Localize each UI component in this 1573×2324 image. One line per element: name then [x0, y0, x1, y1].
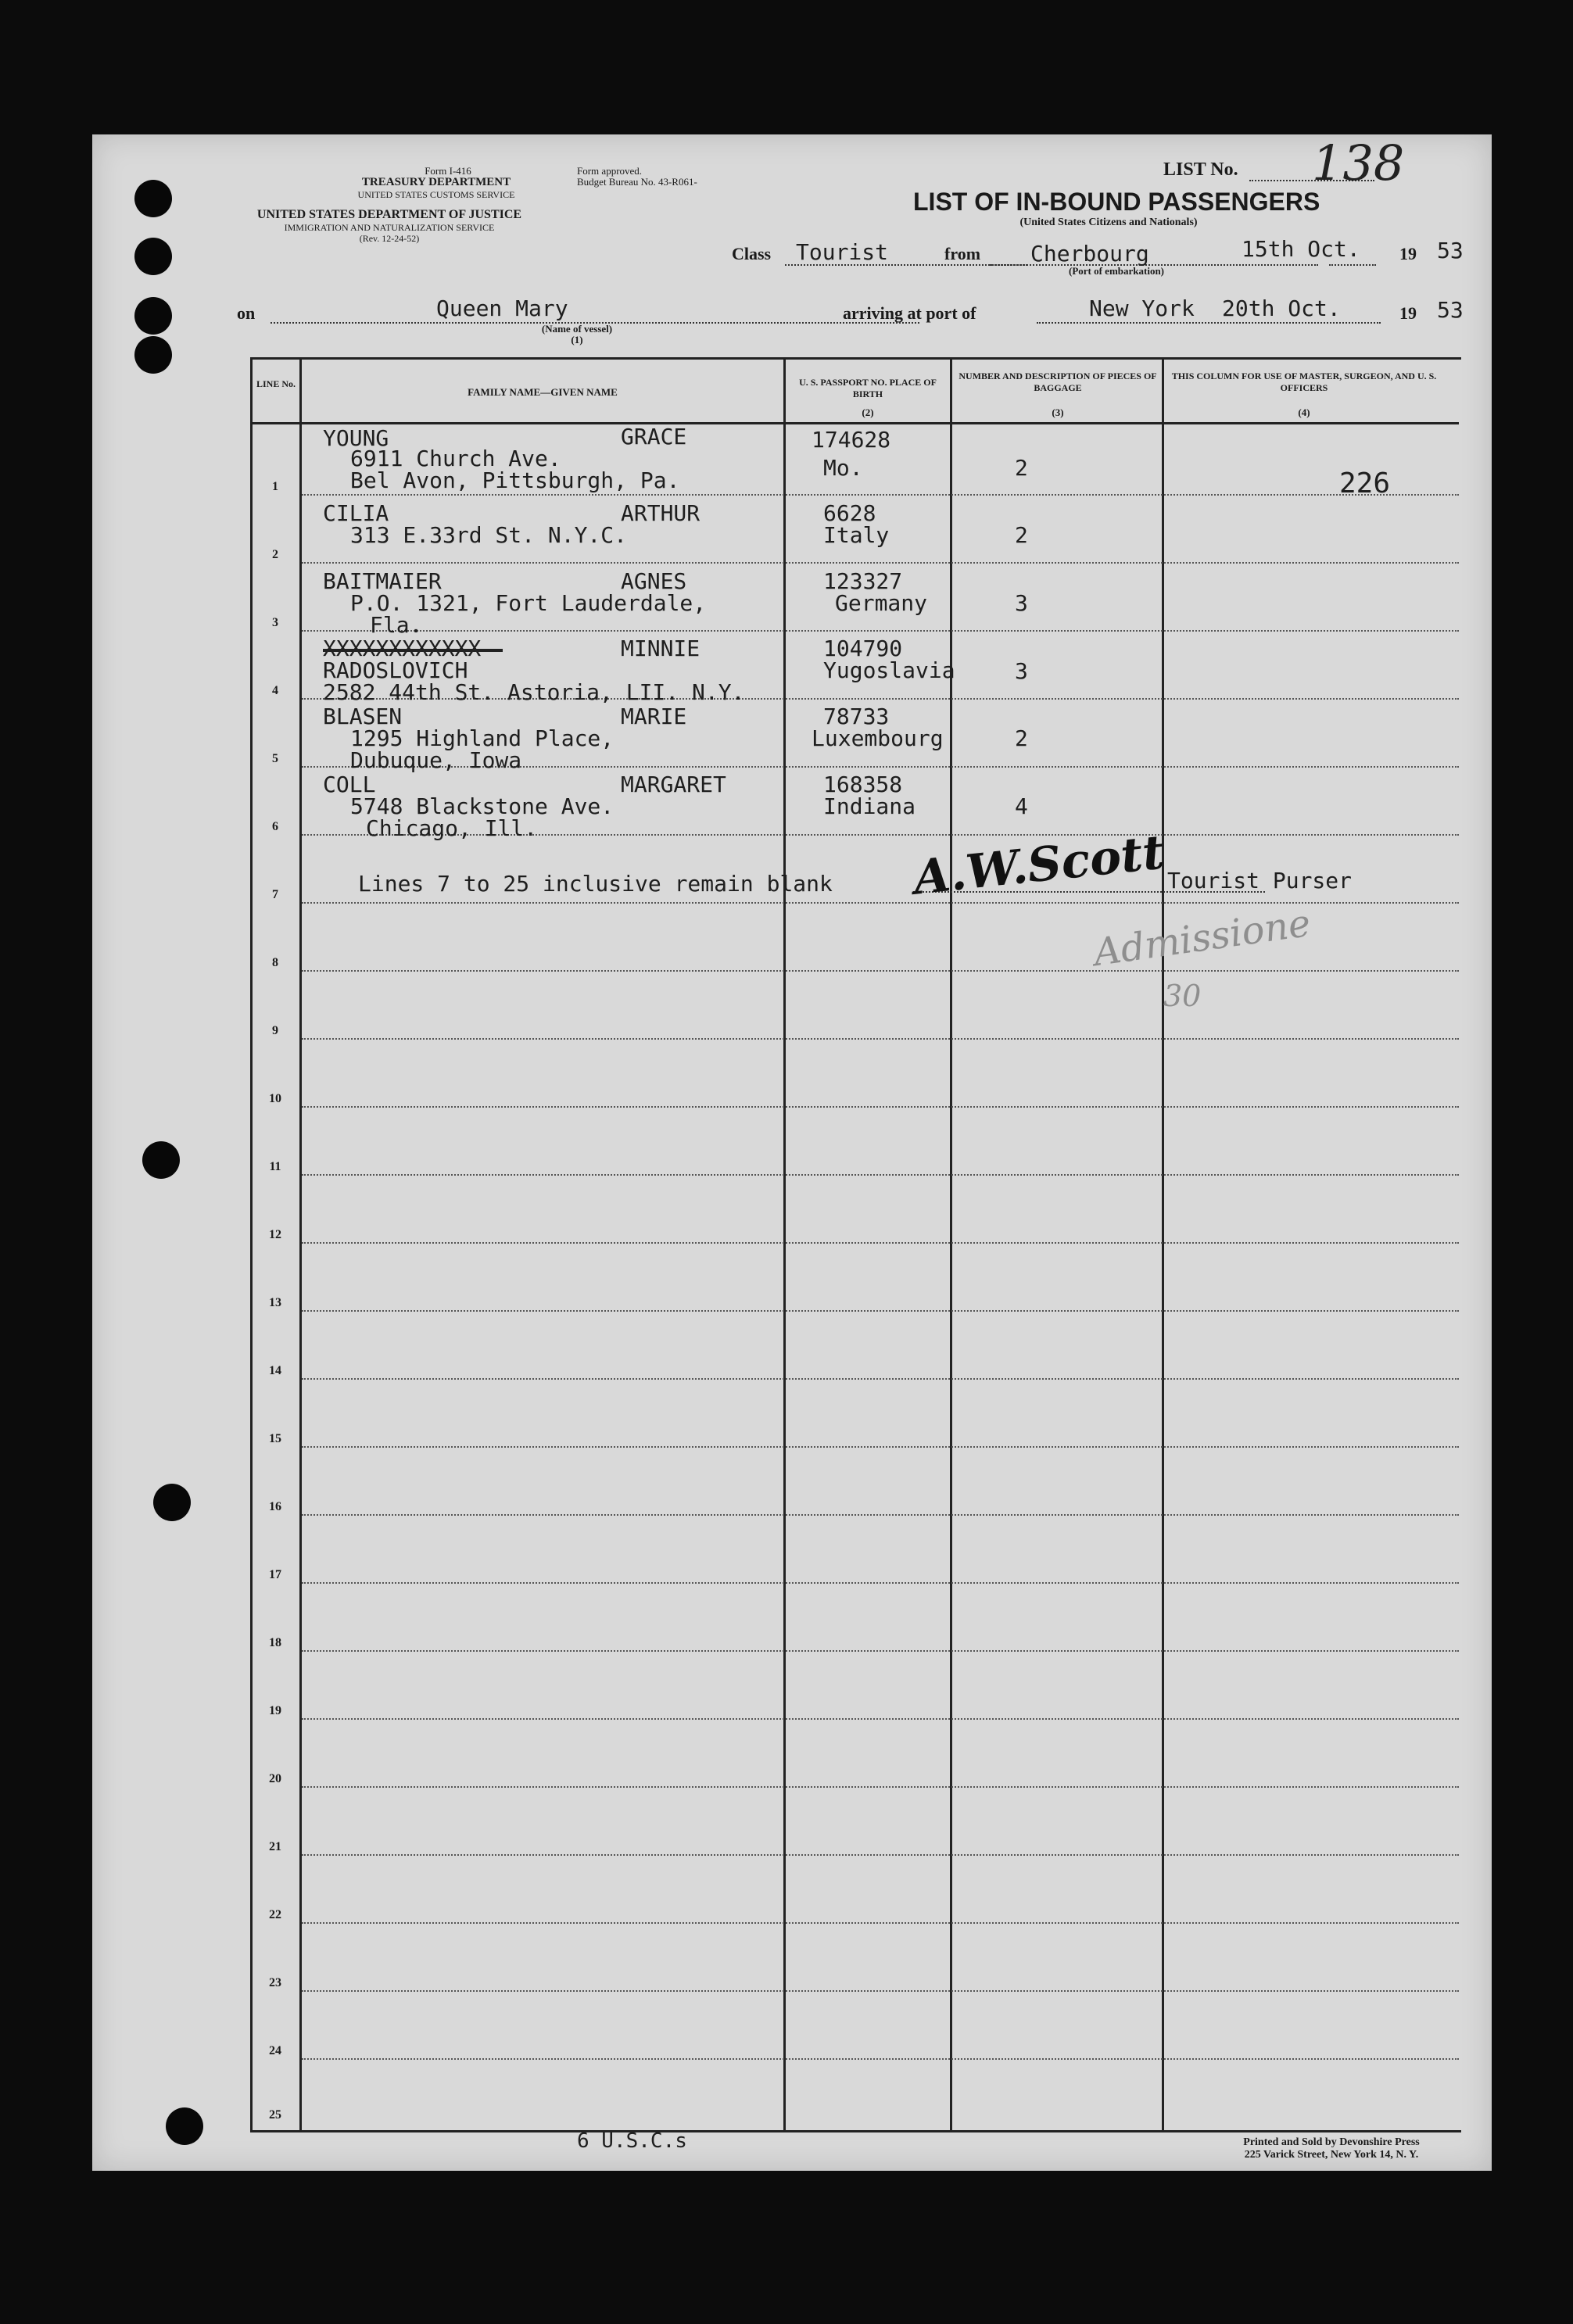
- line-number: 3: [272, 616, 278, 629]
- passenger-address-2: Bel Avon, Pittsburgh, Pa.: [350, 467, 680, 493]
- row-rule: [302, 1446, 1459, 1448]
- place-of-birth: Luxembourg: [812, 725, 944, 751]
- printer-line-2: 225 Varick Street, New York 14, N. Y.: [1244, 2149, 1419, 2161]
- row-rule: [302, 1174, 1459, 1176]
- vessel-value: Queen Mary: [436, 295, 568, 321]
- place-of-birth: Yugoslavia: [823, 657, 955, 683]
- arrival-year: 53: [1437, 297, 1464, 323]
- purser-signature: A.W.Scott: [911, 825, 1167, 906]
- row-rule: [302, 494, 1459, 496]
- ins-service: IMMIGRATION AND NATURALIZATION SERVICE: [284, 222, 495, 233]
- col-head-officers-num: (4): [1298, 406, 1310, 418]
- passenger-given-name: ARTHUR: [621, 500, 701, 526]
- passenger-family-name: CILIA: [323, 500, 389, 526]
- justice-dept: UNITED STATES DEPARTMENT OF JUSTICE: [256, 208, 522, 221]
- passenger-family-name: BLASEN: [323, 704, 403, 729]
- row-rule: [302, 1786, 1459, 1788]
- row-rule: [302, 1854, 1459, 1856]
- punch-hole: [134, 297, 172, 335]
- row-rule: [302, 970, 1459, 972]
- row-rule: [302, 1650, 1459, 1652]
- row-rule: [302, 1718, 1459, 1720]
- passenger-given-name: MINNIE: [621, 636, 701, 661]
- form-number: Form I-416: [425, 165, 471, 177]
- col-divider-2: [783, 357, 786, 2130]
- punch-hole: [142, 1141, 180, 1179]
- line-number: 5: [272, 752, 278, 765]
- depart-date: 15th Oct.: [1242, 236, 1360, 262]
- punch-hole: [153, 1484, 191, 1521]
- passenger-family-name: BAITMAIER: [323, 568, 442, 594]
- depart-year-prefix: 19: [1399, 244, 1417, 263]
- passenger-family-name-corrected: RADOSLOVICH: [323, 657, 468, 683]
- col-head-baggage: NUMBER AND DESCRIPTION OF PIECES OF BAGGAGE: [958, 371, 1157, 393]
- purser-title: Tourist Purser: [1167, 868, 1353, 893]
- depart-year-line: [1329, 264, 1376, 266]
- line-number: 24: [269, 2044, 281, 2057]
- place-of-birth: Germany: [835, 590, 928, 616]
- passenger-address-1: 6911 Church Ave.: [350, 446, 561, 471]
- row-rule: [302, 1514, 1459, 1516]
- passport-number: 78733: [823, 704, 890, 729]
- row-rule: [302, 1242, 1459, 1244]
- list-no-label: LIST No.: [1163, 159, 1238, 180]
- arrival-line: [1037, 322, 1381, 324]
- col-divider-3: [950, 357, 952, 2130]
- baggage-count: 2: [1015, 522, 1028, 548]
- arriving-label: arriving at port of: [843, 303, 976, 323]
- form-subtitle: (United States Citizens and Nationals): [1019, 217, 1198, 228]
- baggage-count: 3: [1015, 658, 1028, 684]
- row-rule: [302, 562, 1459, 564]
- col-head-line-no: LINE No.: [256, 378, 296, 389]
- line-number: 6: [272, 820, 278, 833]
- row-rule: [302, 2058, 1459, 2060]
- passenger-given-name: MARIE: [621, 704, 687, 729]
- passenger-address-1: 313 E.33rd St. N.Y.C.: [350, 522, 628, 548]
- passenger-address-1: P.O. 1321, Fort Lauderdale,: [350, 590, 707, 616]
- line-number: 11: [269, 1160, 281, 1173]
- strikethrough-mark: [323, 649, 503, 652]
- customs-service: UNITED STATES CUSTOMS SERVICE: [357, 189, 515, 200]
- punch-hole: [134, 336, 172, 374]
- passenger-table: [250, 357, 1461, 2132]
- row-rule: [302, 1990, 1459, 1992]
- line-number: 4: [272, 684, 278, 697]
- passenger-address-2: Chicago, Ill.: [366, 815, 538, 841]
- line-number: 18: [269, 1636, 281, 1649]
- passenger-given-name: GRACE: [621, 424, 687, 449]
- col-head-passport-num: (2): [862, 406, 874, 418]
- col-divider-1: [299, 357, 302, 2130]
- line-number: 1: [272, 480, 278, 493]
- row-rule: [302, 1310, 1459, 1312]
- line-number: 17: [269, 1568, 281, 1581]
- line-number: 2: [272, 548, 278, 561]
- line-number: 15: [269, 1432, 281, 1445]
- passport-number: 123327: [823, 568, 903, 594]
- col-head-name: FAMILY NAME—GIVEN NAME: [468, 386, 618, 398]
- baggage-count: 2: [1015, 725, 1028, 751]
- col-divider-4: [1162, 357, 1164, 2130]
- baggage-count: 4: [1015, 793, 1028, 819]
- passenger-given-name: MARGARET: [621, 772, 726, 797]
- form-title: LIST OF IN-BOUND PASSENGERS: [913, 188, 1320, 216]
- pencil-annotation-number: 30: [1163, 979, 1202, 1013]
- from-label: from: [944, 244, 981, 263]
- punch-hole: [134, 180, 172, 217]
- col-head-baggage-num: (3): [1052, 406, 1064, 418]
- passenger-address-2: 2582 44th St. Astoria, LII. N.Y.: [323, 679, 745, 705]
- line-number: 12: [269, 1228, 281, 1241]
- row-rule: [302, 1106, 1459, 1108]
- line-number: 23: [269, 1976, 281, 1989]
- line-number: 9: [272, 1024, 278, 1037]
- passenger-family-name: YOUNG: [323, 425, 389, 451]
- line-number: 8: [272, 956, 278, 969]
- passport-number: 6628: [823, 500, 876, 526]
- line-number: 16: [269, 1500, 281, 1513]
- document-sheet: [92, 134, 1492, 2171]
- col-head-passport: U. S. PASSPORT NO. PLACE OF BIRTH: [799, 377, 937, 399]
- port-embark-caption: (Port of embarkation): [1068, 265, 1165, 277]
- line-number: 21: [269, 1840, 281, 1853]
- footer-usc: 6 U.S.C.s: [577, 2129, 687, 2153]
- col-head-officers: THIS COLUMN FOR USE OF MASTER, SURGEON, AND U. S. OFFICERS: [1171, 371, 1437, 393]
- passenger-address-2: Fla.: [370, 612, 423, 638]
- passenger-address-1: 1295 Highland Place,: [350, 725, 615, 751]
- line-number: 10: [269, 1092, 281, 1105]
- line-number: 14: [269, 1364, 281, 1377]
- arrival-date: 20th Oct.: [1222, 295, 1341, 321]
- class-label: Class: [732, 244, 772, 263]
- class-value: Tourist: [796, 239, 889, 265]
- row-rule: [302, 1582, 1459, 1584]
- passenger-given-name: AGNES: [621, 568, 687, 594]
- line-number: 13: [269, 1296, 281, 1309]
- vessel-caption-num: (1): [571, 334, 583, 346]
- punch-hole: [166, 2107, 203, 2145]
- passenger-address-1: 5748 Blackstone Ave.: [350, 793, 615, 819]
- header-row-line: [250, 422, 1459, 424]
- arrival-year-prefix: 19: [1399, 303, 1417, 323]
- line-number: 20: [269, 1772, 281, 1785]
- line-number: 22: [269, 1908, 281, 1921]
- arrival-port: New York: [1089, 295, 1195, 321]
- from-value: Cherbourg: [1030, 241, 1149, 267]
- row-rule: [302, 1922, 1459, 1924]
- revision-date: (Rev. 12-24-52): [359, 233, 420, 244]
- line-number: 25: [269, 2108, 281, 2122]
- punch-hole: [134, 238, 172, 275]
- on-label: on: [237, 303, 256, 323]
- baggage-count: 3: [1015, 590, 1028, 616]
- baggage-count: 2: [1015, 455, 1028, 481]
- pencil-annotation: Admissione: [1091, 901, 1313, 976]
- line-number: 19: [269, 1704, 281, 1717]
- passport-number: 174628: [812, 427, 891, 453]
- passport-number: 168358: [823, 772, 903, 797]
- treasury-dept: TREASURY DEPARTMENT: [361, 176, 511, 188]
- form-approved: Form approved.: [577, 165, 643, 177]
- passenger-address-2: Dubuque, Iowa: [350, 747, 522, 773]
- row-rule: [302, 1038, 1459, 1040]
- budget-bureau: Budget Bureau No. 43-R061-: [577, 176, 697, 188]
- passport-number: 104790: [823, 636, 903, 661]
- passenger-family-name: COLL: [323, 772, 376, 797]
- printer-line-1: Printed and Sold by Devonshire Press: [1243, 2136, 1420, 2148]
- place-of-birth: Indiana: [823, 793, 916, 819]
- officer-note: 226: [1339, 467, 1391, 500]
- vessel-caption: (Name of vessel): [541, 323, 613, 335]
- blank-lines-note: Lines 7 to 25 inclusive remain blank: [358, 871, 833, 897]
- depart-year: 53: [1437, 238, 1464, 263]
- place-of-birth: Italy: [823, 522, 890, 548]
- row-rule: [302, 1378, 1459, 1380]
- list-no-value: 138: [1312, 134, 1405, 192]
- row-rule: [302, 630, 1459, 632]
- line-number: 7: [272, 888, 278, 901]
- place-of-birth: Mo.: [823, 455, 863, 481]
